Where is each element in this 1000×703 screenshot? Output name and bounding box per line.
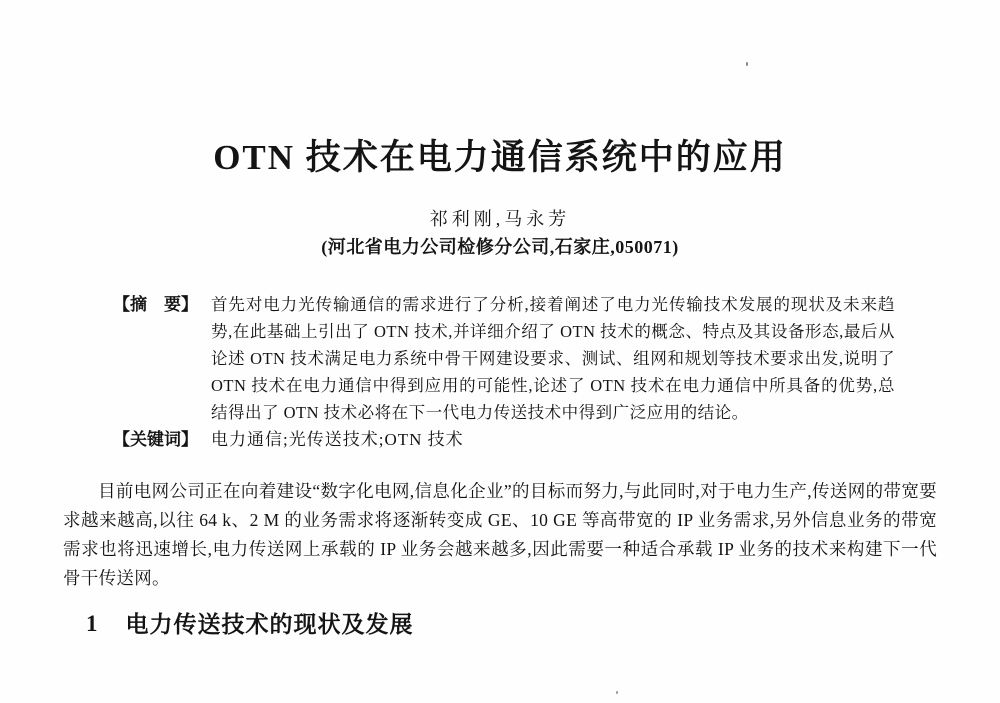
abstract-text: 首先对电力光传输通信的需求进行了分析,接着阐述了电力光传输技术发展的现状及未来趋势,在此基础上引出了 OTN 技术,并详细介绍了 OTN 技术的概念、特点及其设备形态,最后从论述 OTN 技术满足电力系统中骨干网建设要求、测试、组网和规划等技术要求出发,说明了 OTN 技术在电力通信中得到应用的可能性,论述了 OTN 技术在电力通信中所具备的优势,总结得出了 OTN 技术必将在下一代电力传送技术中得到广泛应用的结论。 xyxy=(211,295,895,423)
abstract-section xyxy=(113,291,1000,426)
scan-artifact-dot xyxy=(746,62,748,66)
paper-authors: 祁利刚,马永芳 xyxy=(429,209,571,230)
abstract-label: 【摘 要】 xyxy=(113,295,198,315)
intro-paragraph: 目前电网公司正在向着建设“数字化电网,信息化企业”的目标而努力,与此同时,对于电力生产,传送网的带宽要求越来越高,以往 64 k、2 M 的业务需求将逐渐转变成 GE、10 GE 等高带宽的 IP 业务需求,另外信息业务的带宽需求也将迅速增长,电力传送网上承载的 IP 业务会越来越多,因此需要一种适合承载 IP 业务的技术来构建下一代骨干传送网。 xyxy=(63,481,937,589)
keywords-label: 【关键词】 xyxy=(113,430,198,450)
paper-affiliation: (河北省电力公司检修分公司,石家庄,050071) xyxy=(321,237,679,258)
section-title: 电力传送技术的现状及发展 xyxy=(125,611,414,638)
keywords-section xyxy=(113,426,1000,453)
section-heading xyxy=(86,610,1000,638)
scan-artifact-dot xyxy=(616,691,618,694)
section-number: 1 xyxy=(86,611,99,637)
keywords-text: 电力通信;光传送技术;OTN 技术 xyxy=(211,430,464,450)
paper-title: OTN 技术在电力通信系统中的应用 xyxy=(213,138,787,177)
